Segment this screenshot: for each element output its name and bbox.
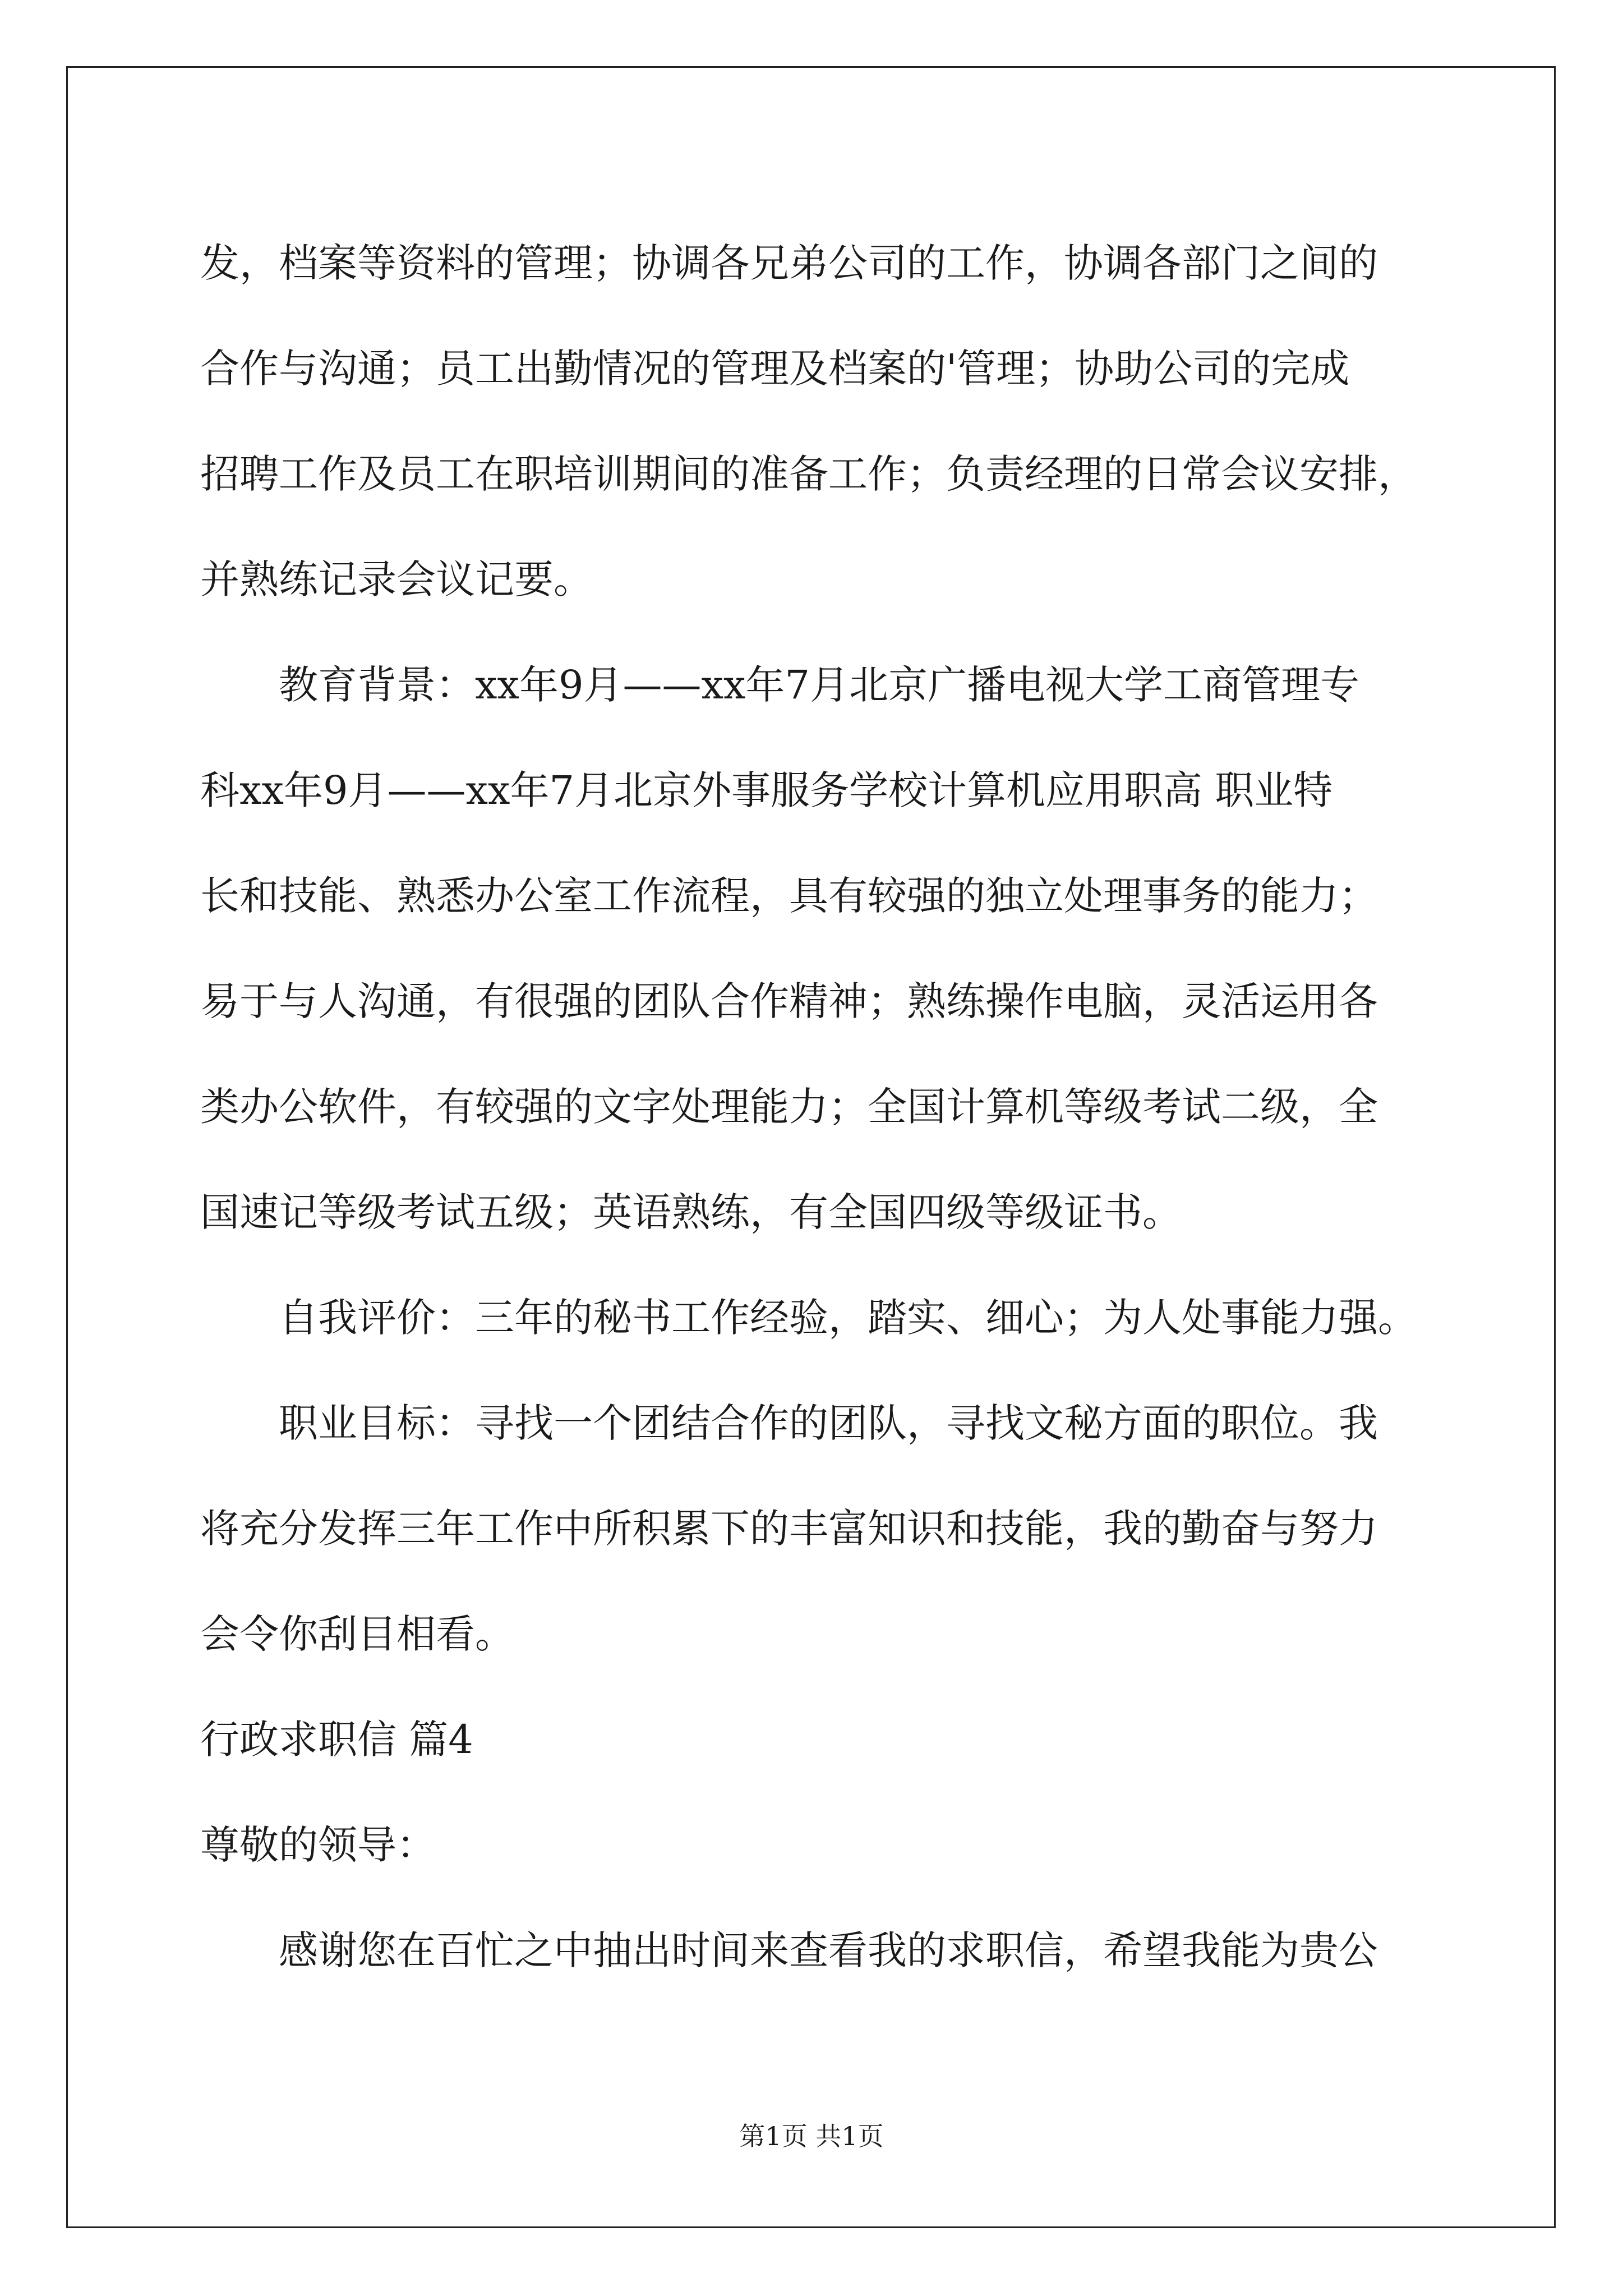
text-line: 长和技能、熟悉办公室工作流程，具有较强的独立处理事务的能力； xyxy=(200,873,1378,919)
paragraph-career-goal-start: 职业目标：寻找一个团结合作的团队，寻找文秘方面的职位。我 xyxy=(279,1400,1378,1446)
text-line: 易于与人沟通，有很强的团队合作精神；熟练操作电脑，灵活运用各 xyxy=(200,978,1378,1024)
text-line: 类办公软件，有较强的文字处理能力；全国计算机等级考试二级，全 xyxy=(200,1084,1378,1130)
page-footer: 第1页 共1页 xyxy=(739,2121,884,2151)
text-line: 会令你刮目相看。 xyxy=(200,1611,514,1657)
text-line: 发，档案等资料的管理；协调各兄弟公司的工作，协调各部门之间的 xyxy=(200,240,1378,286)
paragraph-education-start: 教育背景：xx年9月——xx年7月北京广播电视大学工商管理专 xyxy=(279,662,1359,708)
text-line: 合作与沟通；员工出勤情况的管理及档案的'管理；协助公司的完成 xyxy=(200,346,1350,392)
text-line: 将充分发挥三年工作中所积累下的丰富知识和技能，我的勤奋与努力 xyxy=(200,1506,1378,1552)
salutation: 尊敬的领导： xyxy=(200,1822,436,1868)
section-heading: 行政求职信 篇4 xyxy=(200,1717,473,1763)
document-body xyxy=(200,210,1434,2003)
paragraph-letter-start: 感谢您在百忙之中抽出时间来查看我的求职信，希望我能为贵公 xyxy=(279,1927,1378,1973)
text-line: 并熟练记录会议记要。 xyxy=(200,556,593,602)
text-line: 招聘工作及员工在职培训期间的准备工作；负责经理的日常会议安排， xyxy=(200,451,1417,497)
text-line: 科xx年9月——xx年7月北京外事服务学校计算机应用职高 职业特 xyxy=(200,767,1333,813)
text-line: 国速记等级考试五级；英语熟练，有全国四级等级证书。 xyxy=(200,1189,1182,1235)
paragraph-self-evaluation: 自我评价：三年的秘书工作经验，踏实、细心；为人处事能力强。 xyxy=(279,1295,1417,1341)
